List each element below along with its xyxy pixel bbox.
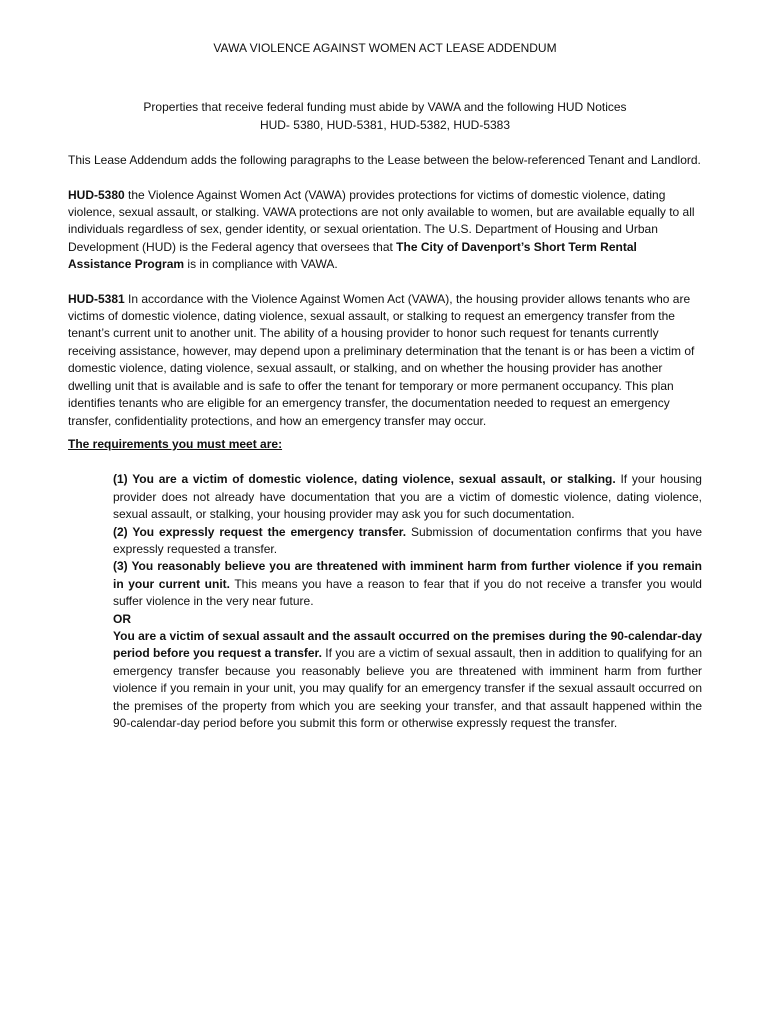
requirement-1	[113, 471, 702, 523]
hud-5380-text-a: the Violence Against Women Act (VAWA) provides protections for victims of domestic violence, dating violence, sexual assault, or stalking. VAWA protections are not only available to women, but are available equally to all individuals regardless of sex, gender identity, or sexual orientation. The U.S. Department of Housing and Urban Development (HUD) is the Federal agency that oversees that	[68, 187, 695, 254]
hud-5380-label: HUD-5380	[68, 187, 125, 202]
requirement-4	[113, 628, 702, 732]
document-title: VAWA VIOLENCE AGAINST WOMEN ACT LEASE ADDENDUM	[213, 41, 557, 55]
requirements-heading: The requirements you must meet are:	[68, 436, 283, 451]
requirement-3	[113, 558, 702, 610]
or-separator: OR	[113, 611, 131, 626]
requirements-list	[113, 471, 702, 732]
requirement-1-title: (1) You are a victim of domestic violence, dating violence, sexual assault, or stalking.	[113, 472, 616, 487]
requirement-2	[113, 524, 702, 559]
requirement-4-text: If you are a victim of sexual assault, then in addition to qualifying for an emergency transfer because you reasonably believe you are threatened with imminent harm from further violence if you remain in your unit, you may qualify for an emergency transfer if the sexual assault occurred on the premises of the property from which you are seeking your transfer, and that assault happened within the 90-calendar-day period before you submit this form or otherwise expressly request the transfer.	[113, 646, 702, 730]
requirement-3-title: (3) You reasonably believe you are threatened with imminent harm from further violence if you remain in your current unit.	[113, 559, 702, 591]
requirement-4-title: You are a victim of sexual assault and the assault occurred on the premises during the 90-calendar-day period before you request a transfer.	[113, 628, 702, 661]
program-name: The City of Davenport’s Short Term Rental Assistance Program	[68, 239, 637, 272]
hud-5381-paragraph	[68, 291, 702, 430]
requirement-3-text: This means you have a reason to fear that if you do not receive a transfer you would suffer violence in the very near future.	[113, 576, 702, 609]
hud-notice-block	[68, 99, 702, 134]
addendum-intro: This Lease Addendum adds the following paragraphs to the Lease between the below-referenced Tenant and Landlord.	[68, 153, 701, 168]
hud-5381-text: In accordance with the Violence Against Women Act (VAWA), the housing provider allows tenants who are victims of domestic violence, dating violence, sexual assault, or stalking to request an emergency transfer from the tenant’s current unit to another unit. The ability of a housing provider to honor such request for tenants currently receiving assistance, however, may depend upon a preliminary determination that the tenant is or has been a victim of domestic violence, dating violence, sexual assault, or stalking, and on whether the housing provider has another dwelling unit that is available and is safe to offer the tenant for temporary or more permanent occupancy. This plan identifies tenants who are eligible for an emergency transfer, the documentation needed to request an emergency transfer, confidentiality protections, and how an emergency transfer may occur.	[68, 291, 695, 428]
requirement-2-text: Submission of documentation confirms that you have expressly requested a transfer.	[113, 524, 702, 556]
hud-5381-label: HUD-5381	[68, 291, 125, 306]
hud-notice-line-1: Properties that receive federal funding must abide by VAWA and the following HUD Notices	[143, 100, 627, 115]
requirement-2-title: (2) You expressly request the emergency transfer.	[113, 524, 407, 539]
requirement-1-text: If your housing provider does not already have documentation that you are a victim of domestic violence, dating violence, sexual assault, or stalking, your housing provider may ask you for such documentation.	[113, 472, 702, 522]
hud-5380-text-b: is in compliance with VAWA.	[184, 257, 338, 272]
hud-5380-paragraph	[68, 187, 702, 274]
hud-notice-line-2: HUD- 5380, HUD-5381, HUD-5382, HUD-5383	[259, 117, 511, 132]
